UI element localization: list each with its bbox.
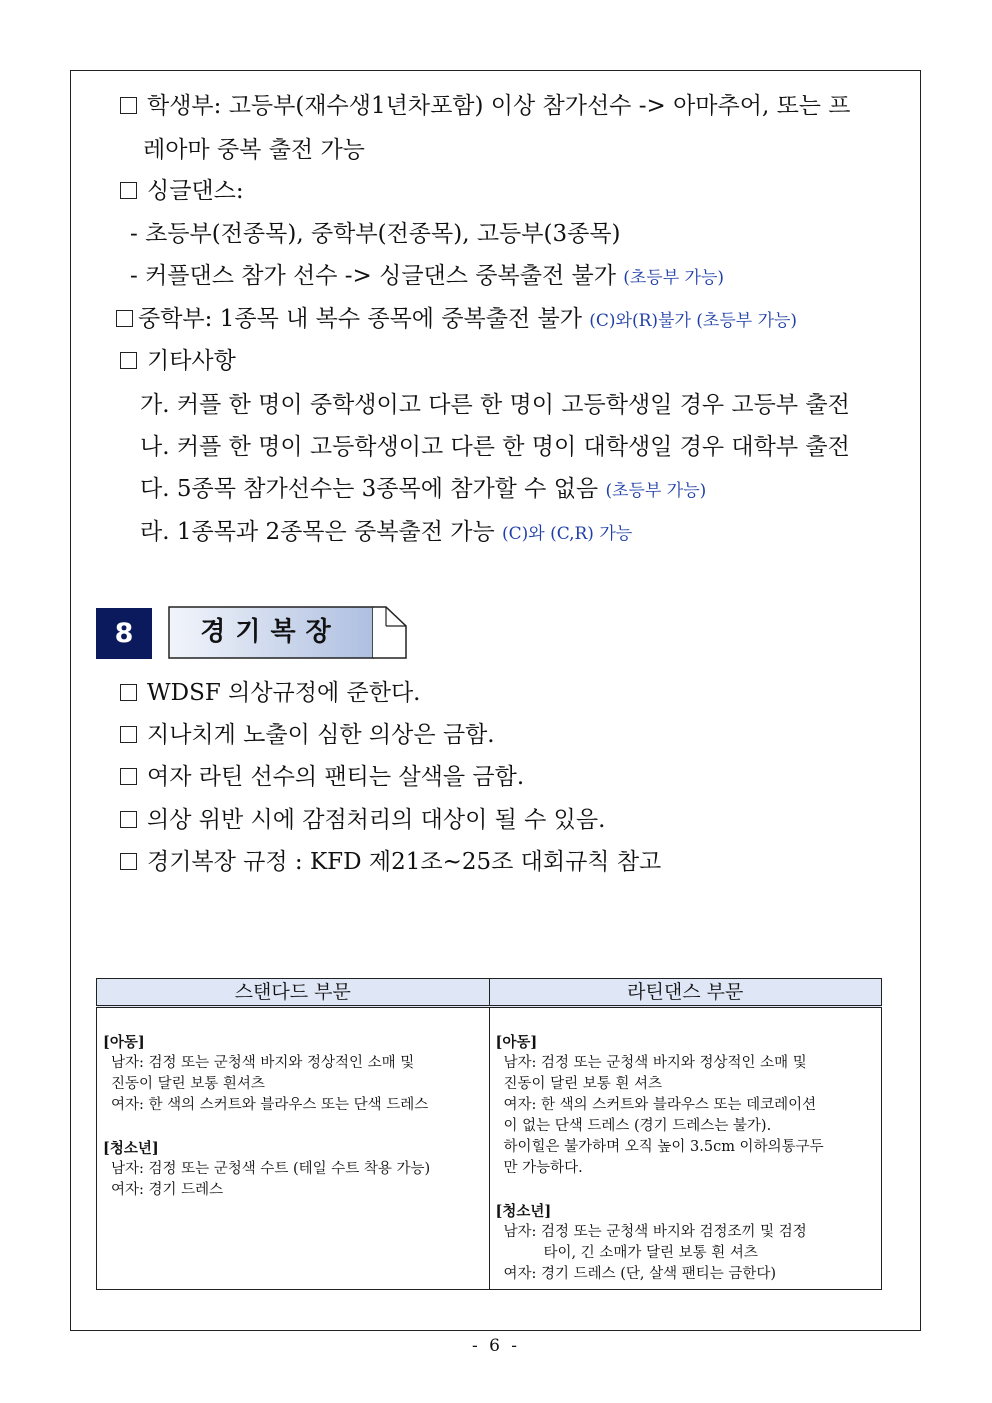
- checkbox-icon: [120, 726, 137, 743]
- checkbox-icon: [120, 97, 137, 114]
- dress-rule: WDSF 의상규정에 준한다.: [120, 678, 420, 708]
- note: (초등부 가능): [605, 481, 707, 501]
- table-cell-latin: [아동] 남자: 검정 또는 군청색 바지와 정상적인 소매 및 진동이 달린 보통 흰 셔츠 여자: 한 색의 스커트와 블라우스 또는 데코레이션 이 없는 단색 드레스 (경기 드레스는 불가). 하이힐은 불가하며 오직 높이 3.5cm 이하의통구두 만 가능하다. [청소년] 남자: 검정 또는 군청색 바지와 검정조끼 및 검정 타이, 긴 소매가 달린 보통 흰 셔츠 여자: 경기 드레스 (단, 살색 팬티는 금한다): [489, 1007, 882, 1290]
- checkbox-icon: [120, 182, 137, 199]
- dress-rule: 경기복장 규정 : KFD 제21조~25조 대회규칙 참고: [120, 847, 661, 877]
- rule-single-divisions: - 초등부(전종목), 중학부(전종목), 고등부(3종목): [130, 221, 621, 247]
- note: (C)와 (C,R) 가능: [501, 524, 633, 544]
- checkbox-icon: [120, 853, 137, 870]
- dress-rule: 여자 라틴 선수의 팬티는 살색을 금함.: [120, 762, 524, 792]
- rule-student: 학생부: 고등부(재수생1년차포함) 이상 참가선수 -> 아마추어, 또는 프: [120, 91, 851, 121]
- checkbox-icon: [120, 352, 137, 369]
- dress-rule: 의상 위반 시에 감점처리의 대상이 될 수 있음.: [120, 805, 605, 835]
- section-number: 8: [96, 608, 152, 659]
- note: (초등부 가능): [623, 268, 725, 288]
- checkbox-icon: [120, 768, 137, 785]
- rule-student-cont: 레아마 중복 출전 가능: [143, 137, 365, 163]
- rule-other-ga: 가. 커플 한 명이 중학생이고 다른 한 명이 고등학생일 경우 고등부 출전: [140, 392, 850, 418]
- checkbox-icon: [116, 310, 133, 327]
- section-title-box: 경기복장: [168, 606, 408, 658]
- note: (C)와(R)불가 (초등부 가능): [589, 311, 798, 331]
- checkbox-icon: [120, 684, 137, 701]
- rule-middle-school: 중학부: 1종목 내 복수 종목에 중복출전 불가 (C)와(R)불가 (초등부 가능): [116, 304, 797, 336]
- rule-other-na: 나. 커플 한 명이 고등학생이고 다른 한 명이 대학생일 경우 대학부 출전: [140, 434, 850, 460]
- rule-couple-single: - 커플댄스 참가 선수 -> 싱글댄스 중복출전 불가 (초등부 가능): [130, 263, 725, 289]
- rule-single-dance: 싱글댄스:: [120, 176, 244, 206]
- rule-other-da: 다. 5종목 참가선수는 3종목에 참가할 수 없음 (초등부 가능): [140, 476, 707, 502]
- checkbox-icon: [120, 811, 137, 828]
- rule-other: 기타사항: [120, 346, 236, 376]
- table-header-standard: 스탠다드 부문: [97, 979, 490, 1007]
- table-cell-standard: [아동] 남자: 검정 또는 군청색 바지와 정상적인 소매 및 진동이 달린 보통 흰셔츠 여자: 한 색의 스커트와 블라우스 또는 단색 드레스 [청소년] 남자: 검정 또는 군청색 수트 (테일 수트 착용 가능) 여자: 경기 드레스: [97, 1007, 490, 1290]
- table-header-latin: 라틴댄스 부문: [489, 979, 882, 1007]
- dress-rule: 지나치게 노출이 심한 의상은 금함.: [120, 720, 495, 750]
- page-number: - 6 -: [471, 1336, 521, 1356]
- dress-code-table: [96, 978, 882, 1290]
- rule-other-ra: 라. 1종목과 2종목은 중복출전 가능 (C)와 (C,R) 가능: [140, 519, 633, 545]
